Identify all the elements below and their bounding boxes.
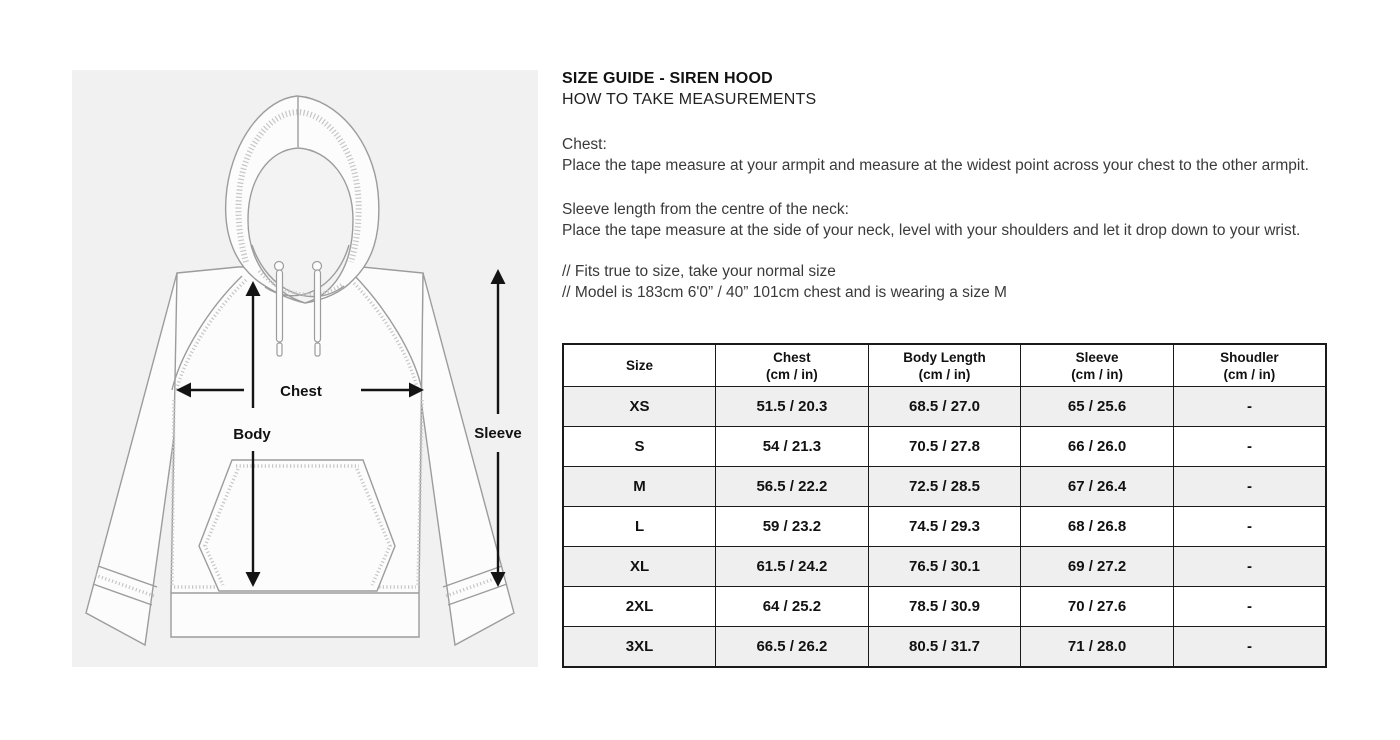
cell-sleeve: 71 / 28.0 [1021, 627, 1174, 668]
sleeve-label: Sleeve [474, 425, 522, 442]
left-eyelet [275, 262, 284, 271]
cell-size: M [563, 467, 716, 507]
body-label: Body [233, 426, 271, 443]
cell-body-length: 76.5 / 30.1 [868, 547, 1021, 587]
cell-chest: 59 / 23.2 [716, 507, 869, 547]
chest-instructions-body: Place the tape measure at your armpit and measure at the widest point across your chest to the other armpit. [562, 157, 1309, 174]
cell-size: S [563, 427, 716, 467]
cell-body-length: 80.5 / 31.7 [868, 627, 1021, 668]
cell-shoulder: - [1173, 427, 1326, 467]
cell-chest: 61.5 / 24.2 [716, 547, 869, 587]
cell-shoulder: - [1173, 467, 1326, 507]
cell-shoulder: - [1173, 627, 1326, 668]
cell-body-length: 68.5 / 27.0 [868, 387, 1021, 427]
left-drawstring [277, 270, 283, 342]
size-guide-content [562, 69, 1328, 668]
table-row-s [563, 427, 1326, 467]
col-header-chest: Chest (cm / in) [716, 344, 869, 387]
chest-instructions-heading: Chest: [562, 136, 607, 153]
chest-instructions [562, 134, 1328, 176]
size-table-header-row [563, 344, 1326, 387]
table-row-2xl [563, 587, 1326, 627]
cell-sleeve: 67 / 26.4 [1021, 467, 1174, 507]
sleeve-instructions [562, 199, 1328, 241]
right-drawstring [315, 270, 321, 342]
table-row-m [563, 467, 1326, 507]
col-header-sleeve: Sleeve (cm / in) [1021, 344, 1174, 387]
col-header-size: Size [563, 344, 716, 387]
cell-shoulder: - [1173, 587, 1326, 627]
col-header-shoulder: Shoudler (cm / in) [1173, 344, 1326, 387]
cell-sleeve: 65 / 25.6 [1021, 387, 1174, 427]
cell-chest: 54 / 21.3 [716, 427, 869, 467]
cell-shoulder: - [1173, 547, 1326, 587]
cell-size: 3XL [563, 627, 716, 668]
col-header-body-length: Body Length (cm / in) [868, 344, 1021, 387]
table-row-3xl [563, 627, 1326, 668]
measurement-diagram-panel [72, 70, 538, 667]
size-table [562, 343, 1327, 668]
page-title: SIZE GUIDE - SIREN HOOD [562, 70, 773, 87]
cell-size: XL [563, 547, 716, 587]
hoodie-illustration [72, 70, 538, 667]
cell-body-length: 74.5 / 29.3 [868, 507, 1021, 547]
kangaroo-pocket [199, 460, 395, 591]
cell-chest: 56.5 / 22.2 [716, 467, 869, 507]
sleeve-instructions-body: Place the tape measure at the side of your neck, level with your shoulders and let it drop down to your wrist. [562, 222, 1301, 239]
table-row-xl [563, 547, 1326, 587]
right-eyelet [313, 262, 322, 271]
cell-body-length: 70.5 / 27.8 [868, 427, 1021, 467]
cell-sleeve: 70 / 27.6 [1021, 587, 1174, 627]
cell-sleeve: 68 / 26.8 [1021, 507, 1174, 547]
table-row-xs [563, 387, 1326, 427]
cell-sleeve: 66 / 26.0 [1021, 427, 1174, 467]
fit-note-true-to-size: // Fits true to size, take your normal size [562, 263, 836, 280]
page-subtitle: HOW TO TAKE MEASUREMENTS [562, 91, 817, 108]
cell-shoulder: - [1173, 507, 1326, 547]
cell-sleeve: 69 / 27.2 [1021, 547, 1174, 587]
fit-notes [562, 261, 1328, 303]
cell-size: XS [563, 387, 716, 427]
cell-size: 2XL [563, 587, 716, 627]
table-row-l [563, 507, 1326, 547]
cell-body-length: 78.5 / 30.9 [868, 587, 1021, 627]
fit-note-model: // Model is 183cm 6'0” / 40” 101cm chest and is wearing a size M [562, 284, 1007, 301]
cell-size: L [563, 507, 716, 547]
cell-chest: 64 / 25.2 [716, 587, 869, 627]
cell-shoulder: - [1173, 387, 1326, 427]
cell-chest: 66.5 / 26.2 [716, 627, 869, 668]
cell-body-length: 72.5 / 28.5 [868, 467, 1021, 507]
chest-label: Chest [280, 383, 322, 400]
sleeve-instructions-heading: Sleeve length from the centre of the neck: [562, 201, 849, 218]
cell-chest: 51.5 / 20.3 [716, 387, 869, 427]
